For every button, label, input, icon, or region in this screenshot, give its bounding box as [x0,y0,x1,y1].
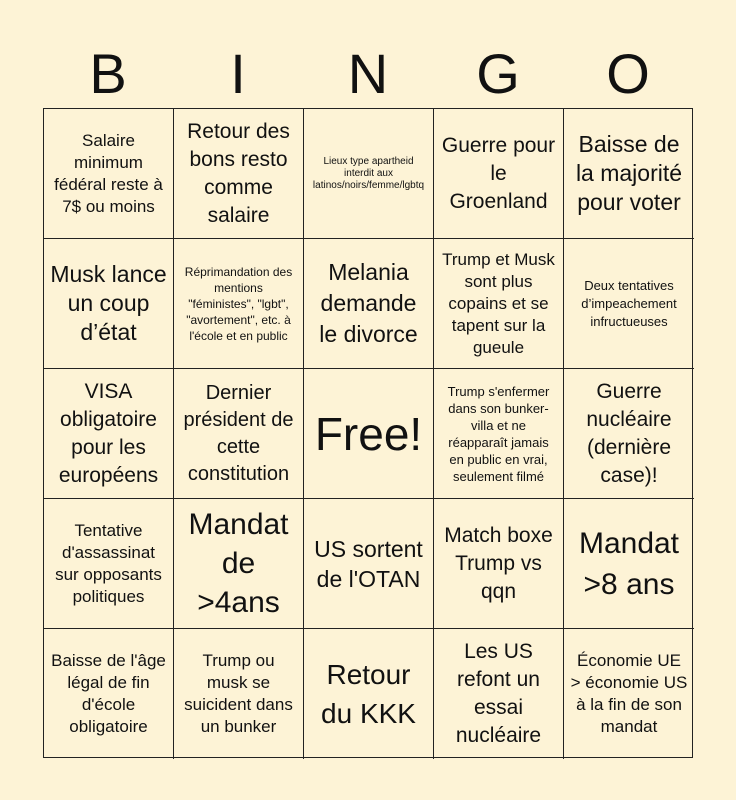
bingo-cell[interactable] [44,369,174,499]
cell-text: Match boxe Trump vs qqn [444,523,553,603]
bingo-cell[interactable] [564,629,694,759]
bingo-card-grid [43,108,693,758]
bingo-cell[interactable] [44,109,174,239]
bingo-cell[interactable] [174,369,304,499]
bingo-cell[interactable] [44,239,174,369]
bingo-cell[interactable] [434,109,564,239]
cell-text: Retour du KKK [321,659,416,729]
bingo-cell[interactable] [174,239,304,369]
bingo-cell[interactable] [304,499,434,629]
header-letter-b: B [89,42,127,105]
cell-text: Guerre pour le Groenland [441,133,556,213]
cell-text: Guerre nucléaire (dernière case)! [586,379,672,487]
bingo-cell[interactable] [304,109,434,239]
cell-text: Trump s'enfermer dans son bunker-villa et ne réapparaît jamais en public en vrai, seulement filmé [447,383,550,484]
bingo-header [43,40,693,108]
bingo-cell[interactable] [44,629,174,759]
cell-text: Deux tentatives d’impeachement infructueuses [581,277,677,329]
cell-text: VISA obligatoire pour les européens [58,379,159,487]
bingo-cell[interactable] [174,499,304,629]
cell-text: Réprimandation des mentions "féministes", "lgbt", "avortement", etc. à l'école et en public [184,264,293,343]
cell-text: Baisse de la majorité pour voter [575,131,683,215]
bingo-cell[interactable] [174,109,304,239]
cell-text: Économie UE > économie US à la fin de son mandat [570,651,688,736]
cell-text: Mandat >8 ans [578,526,680,601]
cell-text: Trump et Musk sont plus copains et se tapent sur la gueule [442,249,555,357]
cell-text: Musk lance un coup d’état [50,261,167,345]
bingo-cell[interactable] [434,369,564,499]
cell-text: Retour des bons resto comme salaire [187,119,290,227]
bingo-cell[interactable] [44,499,174,629]
bingo-cell[interactable] [564,239,694,369]
cell-text: Salaire minimum fédéral reste à 7$ ou moins [54,130,163,216]
cell-text: Dernier président de cette constitution [183,381,294,485]
cell-text: US sortent de l'OTAN [314,535,423,592]
cell-text: Melania demande le divorce [319,259,418,347]
bingo-cell[interactable] [434,499,564,629]
bingo-cell[interactable] [304,629,434,759]
bingo-cell[interactable] [434,239,564,369]
cell-text: Lieux type apartheid interdit aux latinos/noirs/femme/lgbtq [312,155,425,191]
free-cell-text: Free! [314,407,423,460]
free-cell[interactable] [304,369,434,499]
bingo-cell[interactable] [304,239,434,369]
bingo-cell[interactable] [564,109,694,239]
cell-text: Tentative d'assassinat sur opposants politiques [55,520,162,606]
bingo-cell[interactable] [434,629,564,759]
cell-text: Trump ou musk se suicident dans un bunker [184,651,293,736]
header-letter-g: G [476,42,520,105]
cell-text: Baisse de l'âge légal de fin d'école obligatoire [51,651,166,736]
header-letter-i: I [230,42,246,105]
bingo-cell[interactable] [564,369,694,499]
cell-text: Mandat de >4ans [188,508,289,619]
bingo-cell[interactable] [564,499,694,629]
cell-text: Les US refont un essai nucléaire [455,640,542,747]
bingo-cell[interactable] [174,629,304,759]
header-letter-n: N [347,42,389,105]
header-letter-o: O [606,42,650,105]
